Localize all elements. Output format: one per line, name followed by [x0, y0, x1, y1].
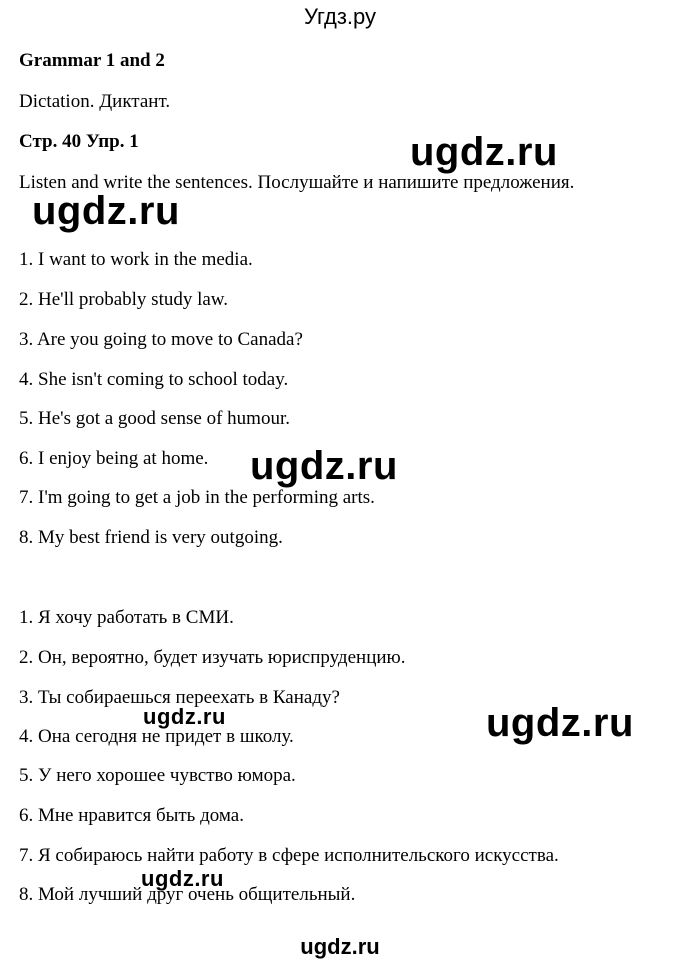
russian-sentence-7: 7. Я собираюсь найти работу в сфере исполнительского искусства.: [19, 845, 559, 866]
section-title: Grammar 1 and 2: [19, 50, 165, 71]
russian-sentence-4: 4. Она сегодня не придет в школу.: [19, 726, 294, 747]
english-sentence-7: 7. I'm going to get a job in the performing arts.: [19, 487, 375, 508]
russian-sentence-8: 8. Мой лучший друг очень общительный.: [19, 884, 356, 905]
watermark-2: ugdz.ru: [32, 189, 180, 233]
english-sentence-3: 3. Are you going to move to Canada?: [19, 329, 303, 350]
exercise-reference: Стр. 40 Упр. 1: [19, 131, 139, 152]
russian-sentence-3: 3. Ты собираешься переехать в Канаду?: [19, 687, 340, 708]
watermark-5: ugdz.ru: [143, 704, 226, 729]
english-sentence-1: 1. I want to work in the media.: [19, 249, 253, 270]
site-title: Угдз.ру: [303, 4, 377, 29]
footer-site: ugdz.ru: [300, 934, 380, 959]
russian-sentence-6: 6. Мне нравится быть дома.: [19, 805, 244, 826]
watermark-1: ugdz.ru: [410, 130, 558, 174]
russian-sentence-2: 2. Он, вероятно, будет изучать юриспруденцию.: [19, 647, 406, 668]
english-sentence-8: 8. My best friend is very outgoing.: [19, 527, 283, 548]
english-sentence-4: 4. She isn't coming to school today.: [19, 369, 289, 390]
watermark-3: ugdz.ru: [250, 444, 398, 488]
english-sentence-5: 5. He's got a good sense of humour.: [19, 408, 290, 429]
section-subtitle: Dictation. Диктант.: [19, 91, 171, 112]
exercise-instructions: Listen and write the sentences. Послушайте и напишите предложения.: [19, 172, 575, 193]
english-sentence-2: 2. He'll probably study law.: [19, 289, 229, 310]
watermark-6: ugdz.ru: [141, 866, 224, 891]
english-sentence-6: 6. I enjoy being at home.: [19, 448, 209, 469]
russian-sentence-5: 5. У него хорошее чувство юмора.: [19, 765, 296, 786]
watermark-4: ugdz.ru: [486, 701, 634, 745]
russian-sentence-1: 1. Я хочу работать в СМИ.: [19, 607, 234, 628]
